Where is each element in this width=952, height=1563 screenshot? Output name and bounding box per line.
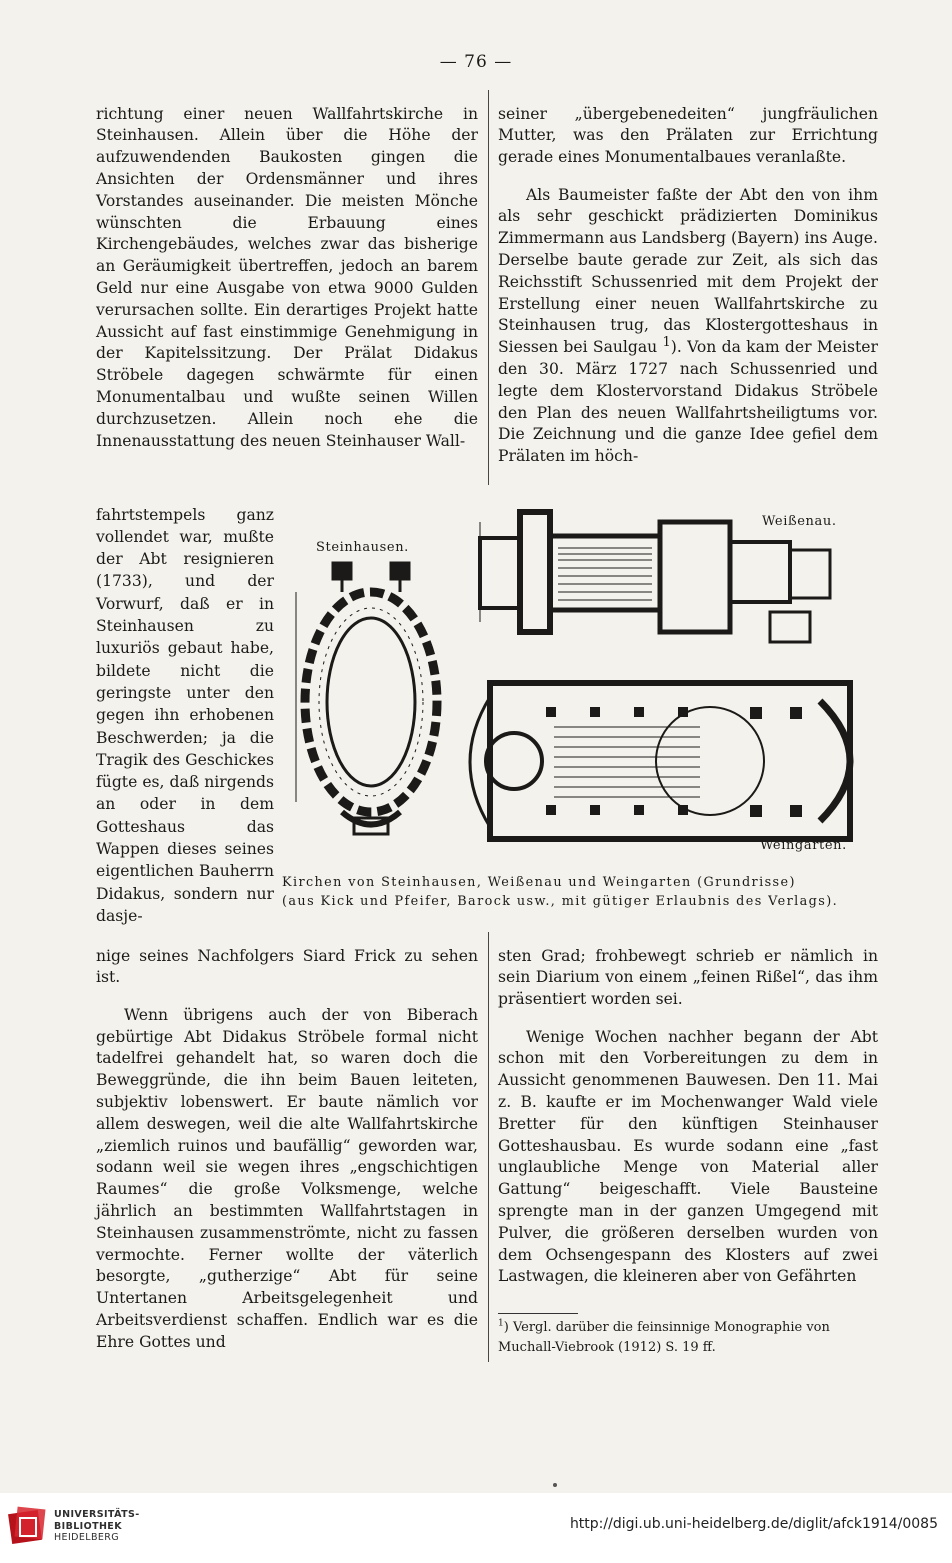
left-column-wrap (96, 488, 274, 943)
library-name-line-2: BIBLIOTHEK (54, 1520, 122, 1532)
paragraph: sten Grad; frohbewegt schrieb er nämlich in sein Diarium von einem „feinen Rißel“, das ihm präsentiert worden sei. (498, 946, 878, 1009)
library-name (54, 1509, 140, 1544)
column-divider-bottom (488, 932, 489, 1362)
label-steinhausen: Steinhausen. (316, 540, 409, 555)
left-column-bottom (96, 930, 478, 1369)
left-column-top (96, 88, 478, 468)
footnote-reference: 1 (662, 334, 671, 350)
footnote-text: Vergl. darüber die feinsinnige Monographie von Muchall-Viebrook (1912) S. 19 ff. (498, 1320, 830, 1355)
paragraph: Wenn übrigens auch der von Biberach gebürtige Abt Didakus Ströbele formal nicht tadelfrei gehandelt hat, so waren doch die Beweggründe, die ihn beim Bauen leiteten, subjektiv lobenswert. Er baute nämlich vor allem deswegen, weil die alte Wallfahrtskirche „ziemlich ruinos und baufällig“ geworden war, sodann weil sie wegen ihres „engschichtigen Raumes“ die große Volksmenge, welche jährlich an bestimmten Wallfahrtstagen in Steinhausen zusammenströmte, nicht zu fassen vermochte. Ferner wollte der väterlich besorgte, „gutherzige“ Abt für seine Untertanen Arbeitsgelegenheit und Arbeitsverdienst schaffen. Endlich war es die Ehre Gottes und (96, 1005, 478, 1351)
paragraph-text: Als Baumeister faßte der Abt den von ihm als sehr geschickt prädizierten Dominikus Zimmermann aus Landsberg (Bayern) ins Auge. Derselbe baute gerade zur Zeit, als sich das Reichsstift Schussenried mit dem Projekt der Erstellung einer neuen Wallfahrtskirche zu Steinhausen trug, das Klostergotteshaus in Siessen bei Saulgau (498, 185, 878, 357)
paragraph: Wenige Wochen nachher begann der Abt schon mit den Vorbereitungen zu dem in Aussicht genommenen Bauwesen. Den 11. Mai z. B. kaufte er im Mochenwanger Wald viele Bretter für den künftigen Steinhauser Gotteshausbau. Es wurde sodann eine „fast unglaubliche Menge von Material aller Gattung“ beigeschafft. Viele Bausteine sprengte man in der ganzen Umgegend mit Pulver, die größeren derselben wurden von dem Ochsengespann des Klosters auf zwei Lastwagen, die kleineren aber von Gefährten (498, 1027, 878, 1286)
weissenau-plan (480, 512, 830, 642)
right-column-top (498, 88, 878, 484)
steinhausen-plan (296, 562, 437, 834)
page-number: — 76 — (439, 52, 513, 72)
footnote-rule (498, 1313, 578, 1314)
library-name-line-1: UNIVERSITÄTS- (54, 1509, 140, 1520)
right-column-bottom (498, 930, 878, 1304)
paragraph: nige seines Nachfolgers Siard Frick zu sehen ist. (96, 946, 478, 987)
paragraph-text: ). Von da kam der Meister den 30. März 1727 nach Schussenried und legte dem Klostervorstand Didakus Ströbele den Plan des neuen Wallfahrtsheiligtums vor. Die Zeichnung und die ganze Idee gefiel dem Prälaten im höch- (498, 338, 878, 466)
weingarten-plan (470, 683, 850, 839)
paragraph: richtung einer neuen Wallfahrtskirche in Steinhausen. Allein über die Höhe der aufzuwendenden Baukosten gingen die Ansichten der Ordensmänner und ihres Vorstandes auseinander. Die meisten Mönche wünschten die Erbauung eines Kirchengebäudes, welches zwar das bisherige an Geräumigkeit übertreffen, jedoch an barem Geld nur eine Ausgabe von etwa 9000 Gulden verursachen sollte. Ein derartiges Projekt hatte Aussicht auf fast einstimmige Genehmigung in der Kapitelssitzung. Der Prälat Didakus Ströbele dagegen schwärmte für einen Monumentalbau und wußte seinen Willen durchzusetzen. Allein noch ehe die Innenausstattung des neuen Steinhauser Wall- (96, 104, 478, 450)
library-name-line-3: HEIDELBERG (54, 1532, 120, 1543)
footnote: $^1$) Vergl. darüber die feinsinnige Monographie von Muchall-Viebrook (1912) S. 19 ff. (498, 1318, 830, 1355)
column-divider-top (488, 90, 489, 485)
paragraph (498, 185, 878, 468)
source-url[interactable]: http://digi.ub.uni-heidelberg.de/diglit/afck1914/0085 (569, 1516, 938, 1532)
caption-line-2: (aus Kick und Pfeifer, Barock usw., mit gütiger Erlaubnis des Verlags). (282, 894, 839, 909)
figure-caption (282, 873, 880, 911)
university-library-logo-icon (8, 1506, 48, 1546)
label-weissenau: Weißenau. (762, 514, 837, 529)
paragraph: fahrtstempels ganz vollendet war, mußte der Abt resignieren (1733), und der Vorwurf, daß er in Steinhausen zu luxuriös gebaut habe, bildete nicht die geringste unter den gegen ihn erhobenen Beschwerden; ja die Tragik des Geschickes fügte es, daß nirgends an oder in dem Gotteshaus das Wappen dieses seines eigentlichen Bauherrn Didakus, sondern nur dasje- (96, 505, 274, 925)
paragraph: seiner „übergebenedeiten“ jungfräulichen Mutter, was den Prälaten zur Errichtung gerade eines Monumentalbaues veranlaßte. (498, 104, 878, 167)
label-weingarten: Weingarten. (760, 838, 847, 853)
page-speck (553, 1483, 557, 1487)
caption-line-1: Kirchen von Steinhausen, Weißenau und Weingarten (Grundrisse) (282, 875, 796, 890)
footnote-mark: 1 (498, 1318, 504, 1329)
floor-plans-figure (282, 492, 880, 862)
